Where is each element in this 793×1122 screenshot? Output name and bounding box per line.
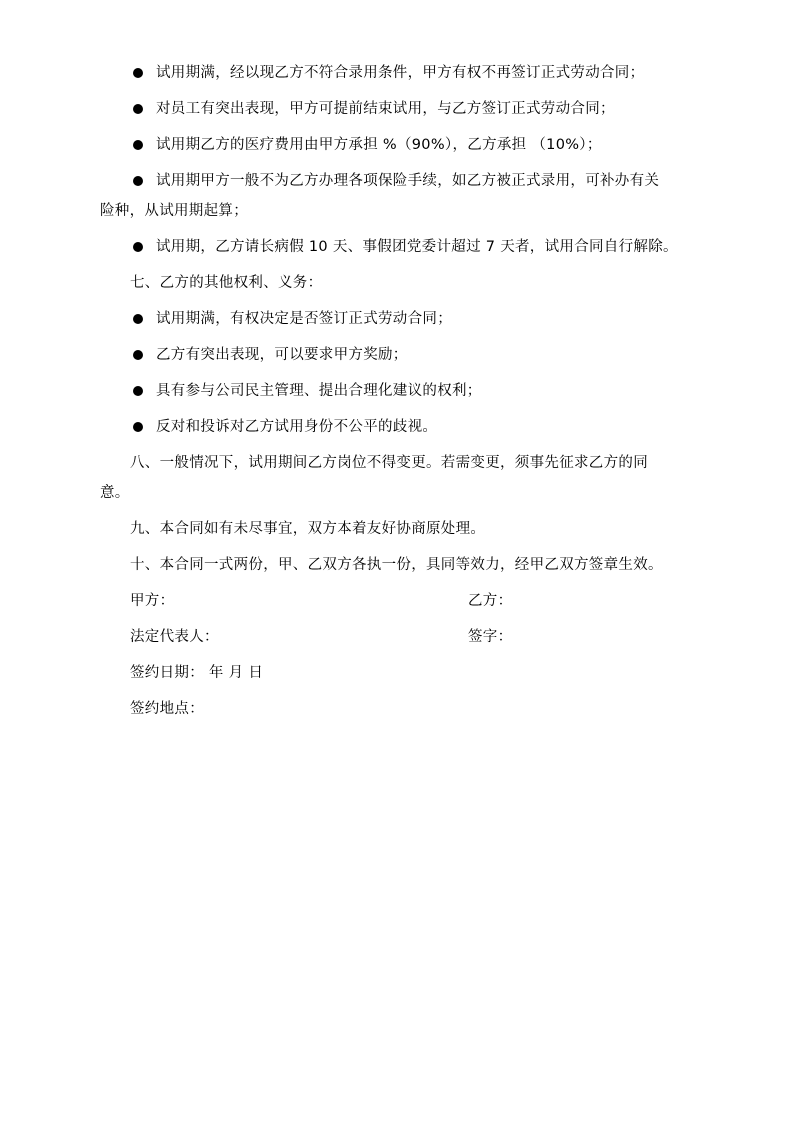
bullet-icon [133, 242, 143, 252]
list-item-text: 乙方有突出表现，可以要求甲方奖励； [156, 347, 408, 363]
sign-date-label: 签约日期： 年 月 日 [130, 665, 264, 681]
bullet-icon [133, 422, 143, 432]
list-item-continuation: 险种，从试用期起算； [100, 203, 248, 219]
list-item-text: 反对和投诉对乙方试用身份不公平的歧视。 [156, 419, 438, 435]
list-item-text: 试用期乙方的医疗费用由甲方承担 %（90%），乙方承担 （10%）； [156, 137, 602, 153]
signature-label: 签字： [468, 629, 513, 645]
list-item [100, 412, 700, 442]
list-item-text: 试用期满，有权决定是否签订正式劳动合同； [156, 311, 452, 327]
bullet-icon [133, 314, 143, 324]
document-body [100, 58, 700, 724]
list-item-text: 对员工有突出表现，甲方可提前结束试用，与乙方签订正式劳动合同； [156, 101, 615, 117]
signature-row-representative [100, 622, 700, 652]
section-nine: 九、本合同如有未尽事宜，双方本着友好协商原处理。 [130, 521, 486, 537]
list-item [100, 94, 700, 124]
list-item [100, 166, 700, 196]
bullet-icon [133, 104, 143, 114]
list-item [100, 130, 700, 160]
list-item [100, 340, 700, 370]
section-eight-line1: 八、一般情况下，试用期间乙方岗位不得变更。若需变更，须事先征求乙方的同 [130, 455, 648, 471]
bullet-icon [133, 176, 143, 186]
party-a-label: 甲方： [130, 593, 175, 609]
list-item [100, 58, 700, 88]
bullet-icon [133, 350, 143, 360]
bullet-icon [133, 68, 143, 78]
section-heading-seven: 七、乙方的其他权利、义务： [130, 275, 323, 291]
legal-rep-label: 法定代表人： [130, 629, 219, 645]
list-item [100, 304, 700, 334]
section-eight-line2: 意。 [100, 485, 130, 501]
list-item-text: 试用期甲方一般不为乙方办理各项保险手续，如乙方被正式录用，可补办有关 [156, 173, 660, 189]
signature-row-parties [100, 586, 700, 616]
section-ten: 十、本合同一式两份，甲、乙双方各执一份，具同等效力，经甲乙双方签章生效。 [130, 557, 663, 573]
bullet-icon [133, 386, 143, 396]
list-item-text: 试用期，乙方请长病假 10 天、事假团党委计超过 7 天者，试用合同自行解除。 [156, 239, 678, 255]
list-item-text: 试用期满，经以现乙方不符合录用条件，甲方有权不再签订正式劳动合同； [156, 65, 645, 81]
list-item [100, 232, 700, 262]
list-item [100, 376, 700, 406]
party-b-label: 乙方： [468, 593, 513, 609]
list-item-text: 具有参与公司民主管理、提出合理化建议的权利； [156, 383, 482, 399]
bullet-icon [133, 140, 143, 150]
sign-place-label: 签约地点： [130, 701, 204, 717]
